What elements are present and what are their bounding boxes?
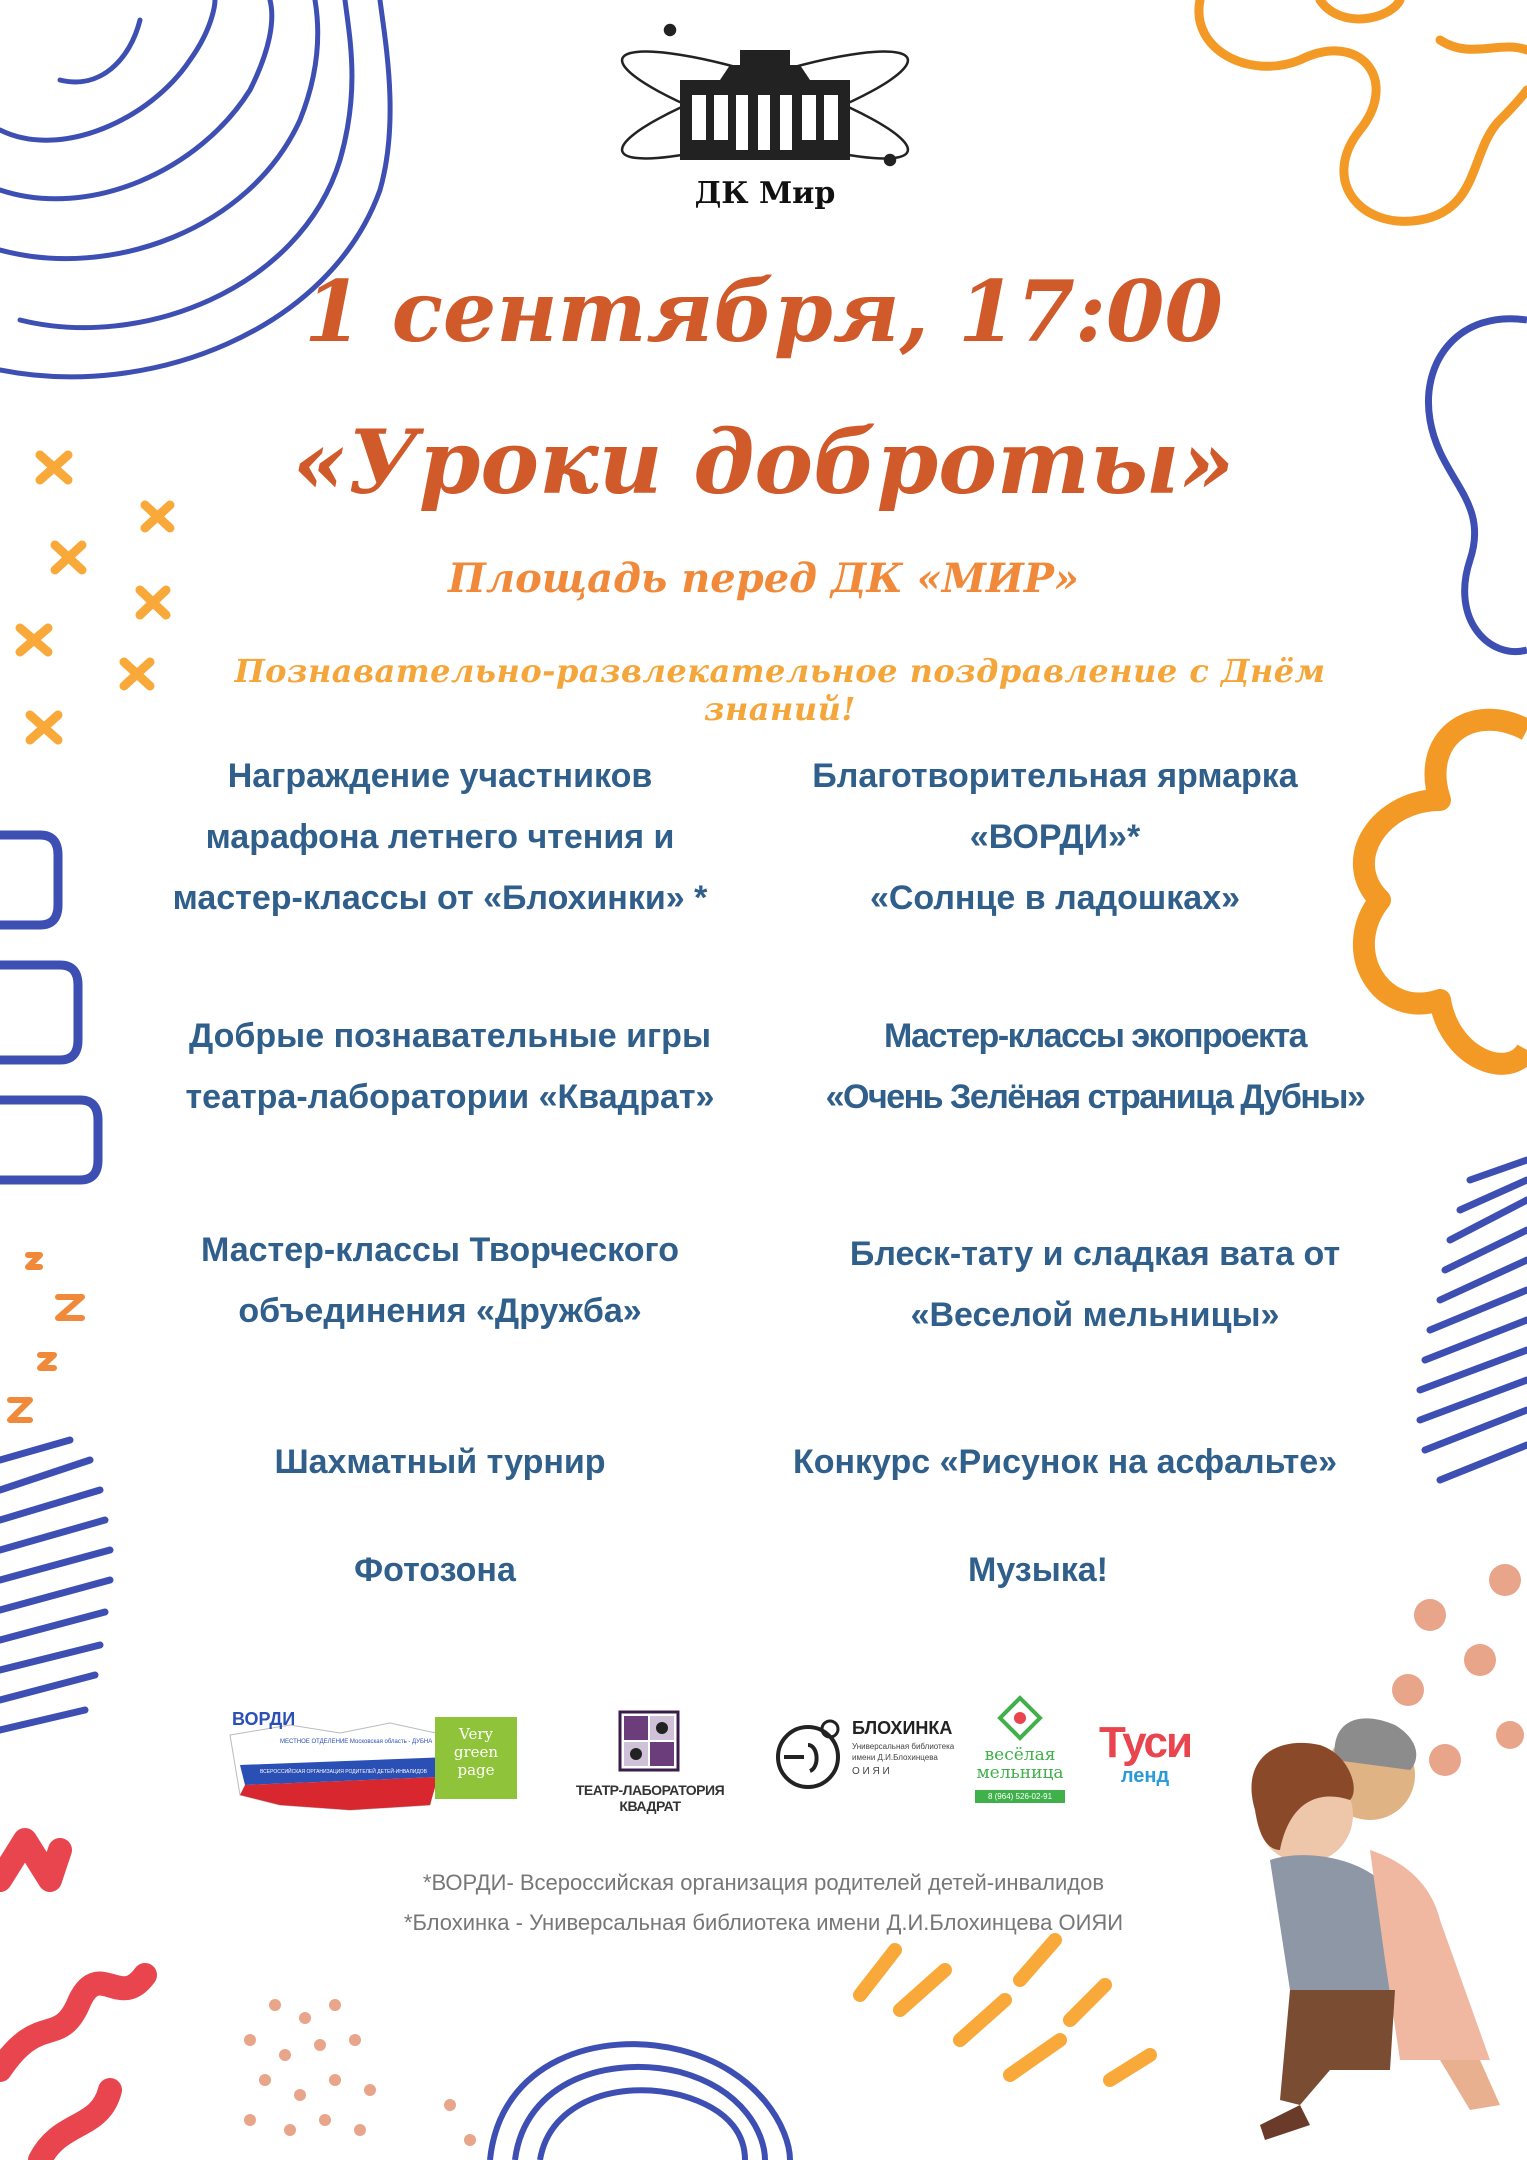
- program-line: марафона летнего чтения и: [205, 818, 675, 856]
- program-line: Благотворительная ярмарка: [812, 757, 1298, 795]
- program-line: Блеск-тату и сладкая вата от: [849, 1235, 1341, 1273]
- program-item-fair: [755, 746, 1355, 929]
- vordi-subtitle: МЕСТНОЕ ОТДЕЛЕНИЕ Московская область - ДУБНА: [280, 1739, 433, 1745]
- event-place: Площадь перед ДК «МИР»: [448, 555, 1079, 602]
- program-line: Мастер-классы экопроекта: [883, 1017, 1307, 1055]
- blokhinka-title: БЛОХИНКА: [852, 1718, 953, 1738]
- logo-caption: ДК Мир: [694, 176, 836, 211]
- mill-phone: 8 (964) 526-02-91: [975, 1790, 1065, 1803]
- blokhinka-sub: О И Я И: [852, 1766, 890, 1777]
- program-line: Шахматный турнир: [274, 1443, 606, 1481]
- building-icon: [600, 10, 930, 175]
- program-line: Мастер-классы Творческого: [201, 1231, 679, 1269]
- tusi-lend-logo: [1075, 1720, 1215, 1800]
- green-page-line: Very: [459, 1725, 493, 1743]
- vordi-logo: [220, 1695, 460, 1825]
- program-line: объединения «Дружба»: [238, 1292, 642, 1330]
- windmill-icon: [990, 1688, 1050, 1748]
- partner-logos: [150, 1680, 1250, 1830]
- program-line: «Очень Зелёная страница Дубны»: [825, 1078, 1365, 1116]
- program-item-games: [150, 1006, 750, 1128]
- program-line: Добрые познавательные игры: [189, 1017, 711, 1055]
- vordi-subtitle-2: ВСЕРОССИЙСКАЯ ОРГАНИЗАЦИЯ РОДИТЕЛЕЙ ДЕТЕЙ-ИНВАЛИДОВ: [260, 1769, 427, 1775]
- program-item-photozone: [135, 1540, 735, 1601]
- program-line: мастер-классы от «Блохинки» *: [172, 879, 708, 917]
- program-line: Фотозона: [354, 1551, 516, 1589]
- program-item-award: [140, 746, 740, 929]
- event-title: «Уроки доброты»: [292, 410, 1235, 514]
- footnote-blokhinka: *Блохинка - Универсальная библиотека имени Д.И.Блохинцева ОИЯИ: [403, 1910, 1124, 1935]
- program-item-tattoo: [795, 1224, 1395, 1346]
- tusi-line: Туси: [1098, 1718, 1192, 1767]
- dk-mir-logo: [600, 10, 930, 210]
- theatre-icon: [618, 1710, 680, 1772]
- program-line: Награждение участников: [227, 757, 653, 795]
- program-line: Конкурс «Рисунок на асфальте»: [792, 1443, 1338, 1481]
- tusi-line: ленд: [1120, 1765, 1170, 1787]
- blokhinka-logo: [770, 1710, 970, 1810]
- program-line: «Солнце в ладошках»: [869, 879, 1241, 917]
- event-greeting: Познавательно-развлекательное поздравление с Днём знаний!: [234, 652, 1326, 728]
- green-page-line: page: [457, 1761, 495, 1779]
- program-item-drawing: [765, 1432, 1365, 1493]
- program-item-druzhba: [140, 1220, 740, 1342]
- blokhinka-sub: Универсальная библиотека: [852, 1742, 955, 1751]
- glasses-icon: [770, 1715, 850, 1795]
- footnote-vordi: *ВОРДИ- Всероссийская организация родителей детей-инвалидов: [422, 1870, 1105, 1895]
- program-item-chess: [140, 1432, 740, 1493]
- program-line: Музыка!: [968, 1551, 1108, 1589]
- program-line: «Веселой мельницы»: [910, 1296, 1280, 1334]
- vordi-title: ВОРДИ: [232, 1709, 296, 1729]
- green-page-line: green: [453, 1743, 499, 1761]
- kvadrat-logo: [550, 1710, 750, 1820]
- event-date-time: 1 сентября, 17:00: [304, 262, 1223, 361]
- mill-line: мельница: [976, 1763, 1064, 1783]
- blokhinka-sub: имени Д.И.Блохинцева: [852, 1753, 938, 1762]
- program-item-eco: [795, 1006, 1395, 1128]
- green-page-logo: [435, 1717, 517, 1799]
- kvadrat-caption: ТЕАТР-ЛАБОРАТОРИЯ КВАДРАТ: [575, 1782, 725, 1814]
- mill-line: весёлая: [984, 1745, 1056, 1765]
- program-item-music: [738, 1540, 1338, 1601]
- mill-logo: [975, 1688, 1065, 1823]
- program-line: театра-лаборатории «Квадрат»: [185, 1078, 715, 1116]
- program-line: «ВОРДИ»*: [969, 818, 1141, 856]
